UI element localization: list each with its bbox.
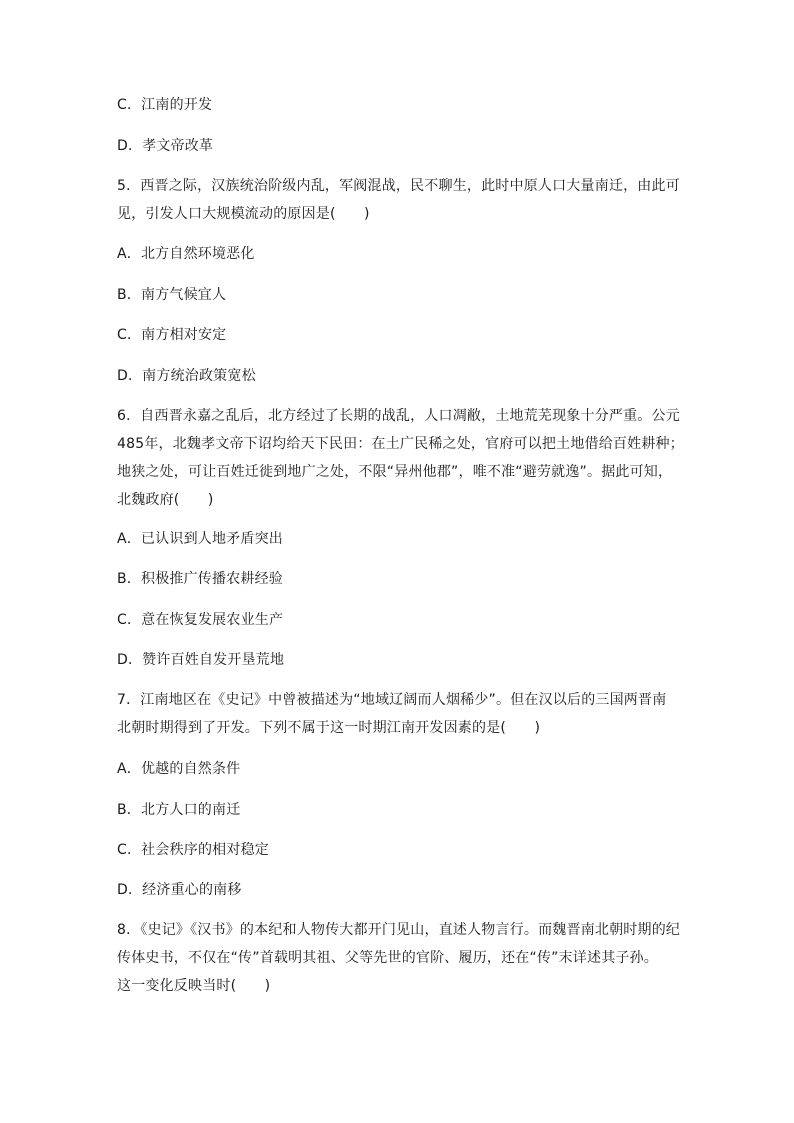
question-8-line-3: 这一变化反映当时( ) — [117, 978, 271, 994]
question-5-line-2: 见，引发人口大规模流动的原因是( ) — [117, 206, 370, 222]
option-7c: C．社会秩序的相对稳定 — [117, 842, 269, 858]
question-6-line-1: 6．自西晋永嘉之乱后，北方经过了长期的战乱，人口凋敝，土地荒芜现象十分严重。公元 — [117, 408, 680, 424]
question-6-line-4: 北魏政府( ) — [117, 492, 214, 508]
option-7b: B．北方人口的南迁 — [117, 802, 241, 818]
option-7a: A．优越的自然条件 — [117, 761, 241, 777]
option-6d: D．赞许百姓自发开垦荒地 — [117, 652, 285, 668]
question-6-line-3: 地狭之处，可让百姓迁徙到地广之处，不限“异州他郡”，唯不准“避劳就逸”。据此可知， — [117, 464, 673, 480]
question-7-line-2: 北朝时期得到了开发。下列不属于这一时期江南开发因素的是( ) — [117, 720, 541, 736]
question-6-line-2: 485年，北魏孝文帝下诏均给天下民田：在土广民稀之处，官府可以把土地借给百姓耕种； — [117, 436, 684, 452]
option-6b: B．积极推广传播农耕经验 — [117, 571, 284, 587]
option-6c: C．意在恢复发展农业生产 — [117, 612, 284, 628]
option-5a: A．北方自然环境恶化 — [117, 246, 255, 262]
option-6a: A．已认识到人地矛盾突出 — [117, 531, 283, 547]
option-5c: C．南方相对安定 — [117, 327, 227, 343]
question-5-line-1: 5．西晋之际，汉族统治阶级内乱，军阀混战，民不聊生，此时中原人口大量南迁，由此可 — [117, 178, 680, 194]
question-7-line-1: 7．江南地区在《史记》中曾被描述为“地域辽阔而人烟稀少”。但在汉以后的三国两晋南 — [117, 692, 667, 708]
option-7d: D．经济重心的南移 — [117, 882, 242, 898]
option-5d: D．南方统治政策宽松 — [117, 368, 256, 384]
option-4d: D．孝文帝改革 — [117, 138, 214, 154]
question-8-line-1: 8．《史记》《汉书》的本纪和人物传大都开门见山，直述人物言行。而魏晋南北朝时期的纪 — [117, 922, 681, 938]
question-8-line-2: 传体史书，不仅在“传”首载明其祖、父等先世的官阶、履历，还在“传”末详述其子孙。 — [117, 950, 659, 966]
option-5b: B．南方气候宜人 — [117, 287, 227, 303]
option-4c: C．江南的开发 — [117, 97, 213, 113]
